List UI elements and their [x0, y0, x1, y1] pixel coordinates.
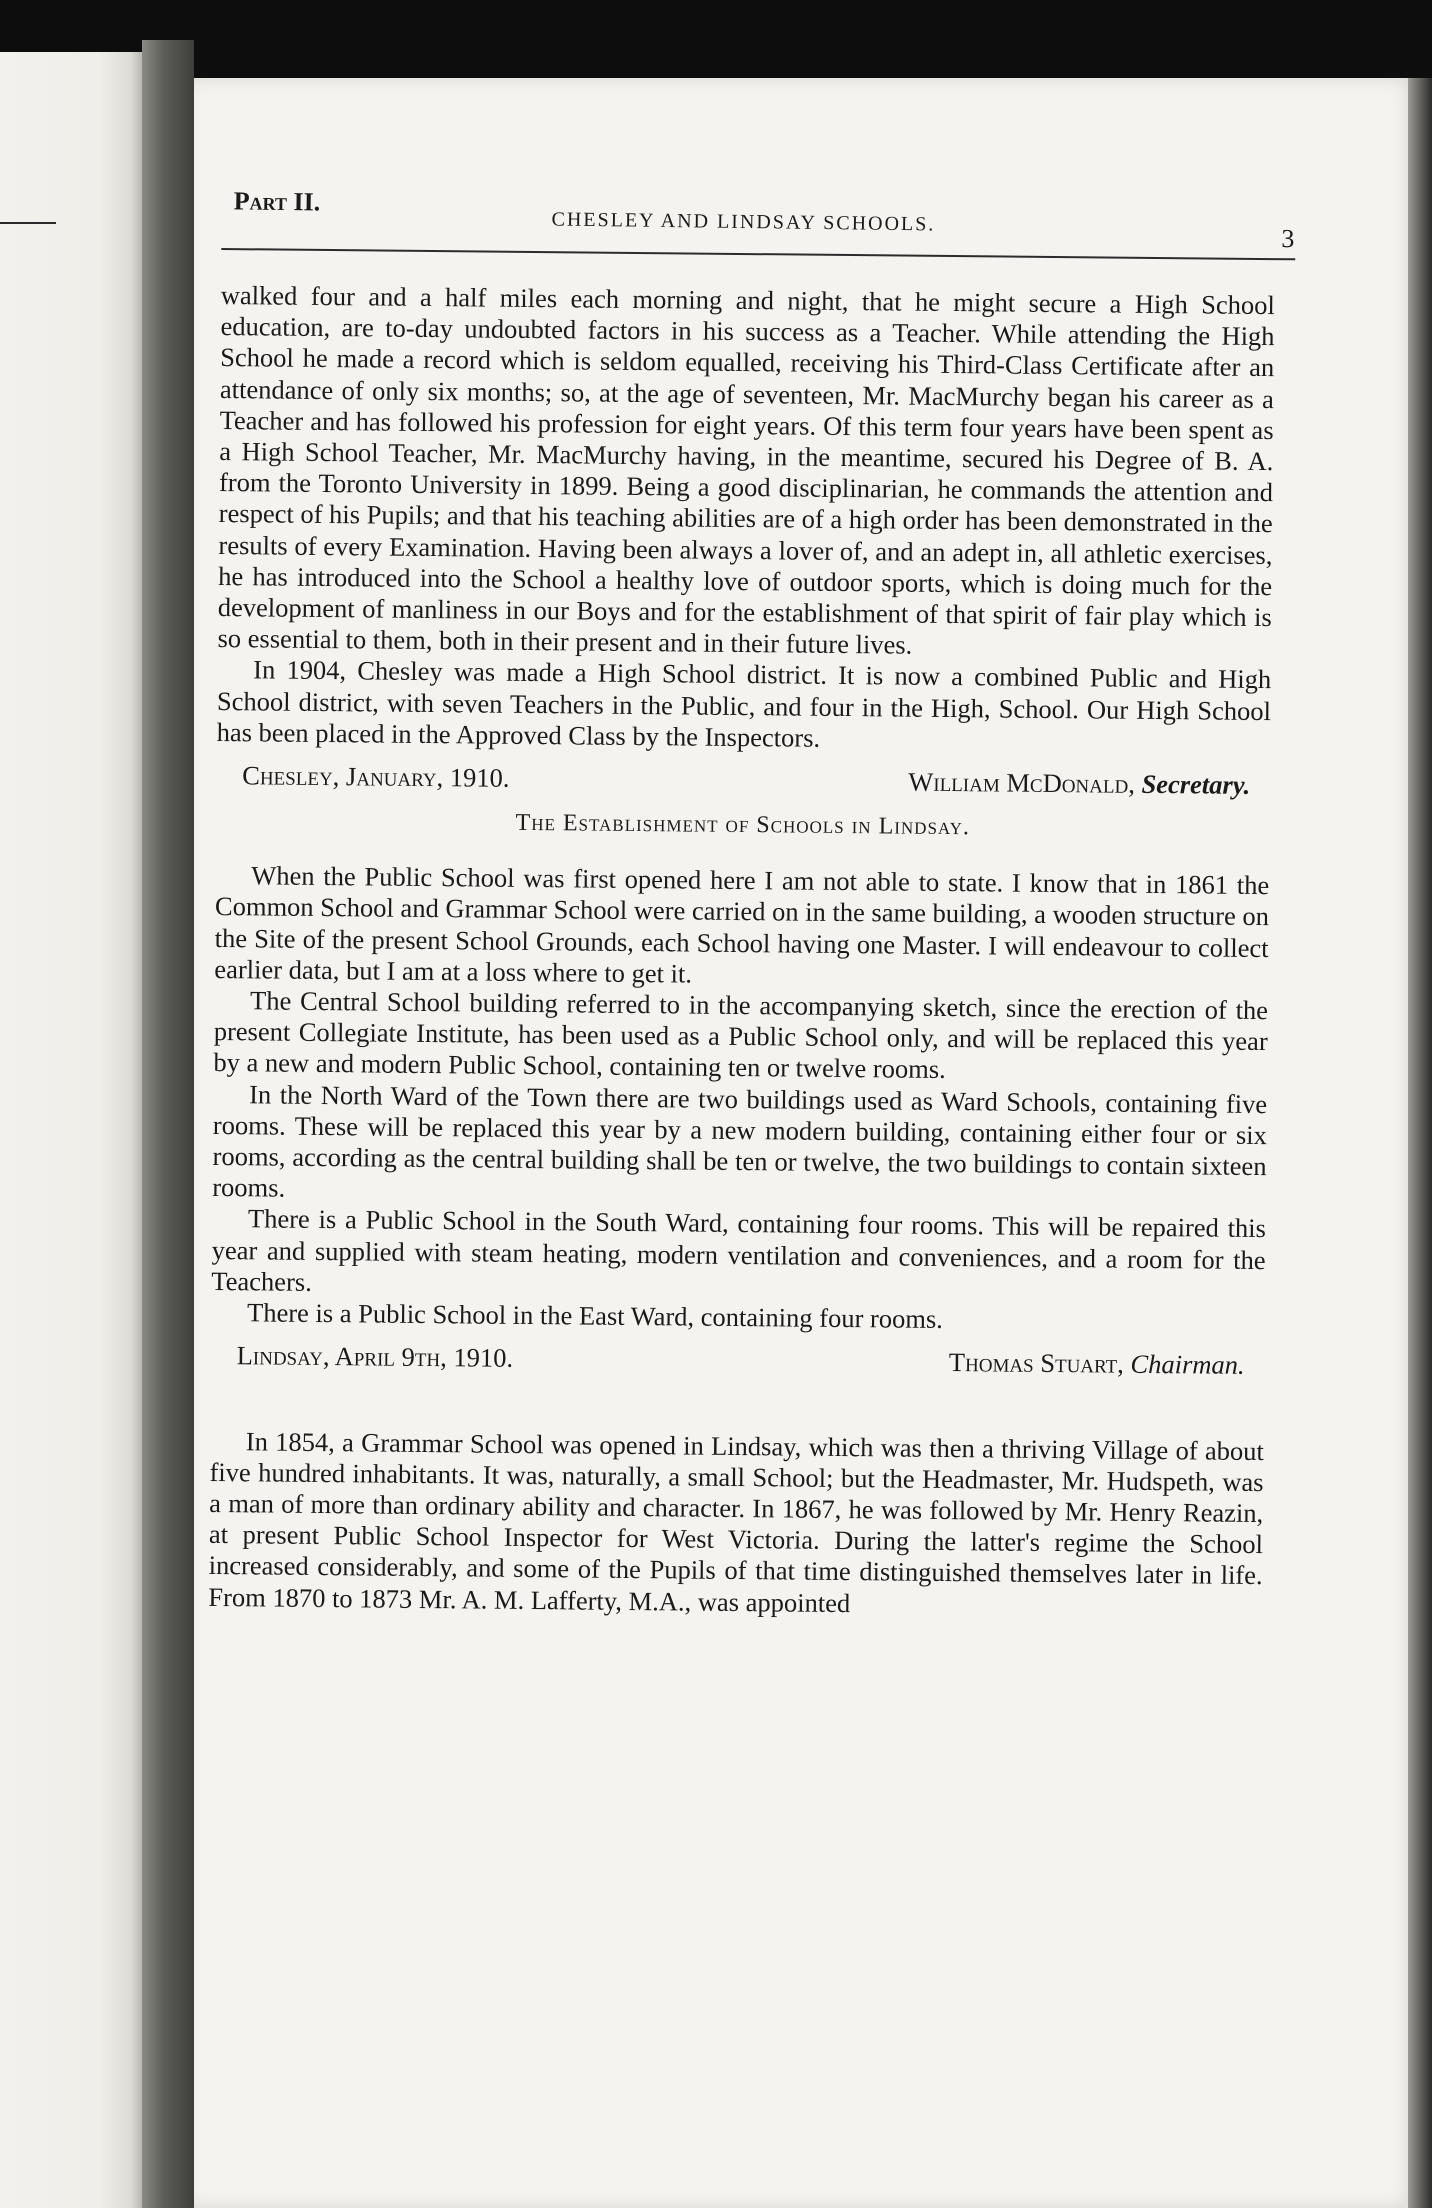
page-number: 3: [1281, 224, 1295, 254]
page-text-block: [208, 176, 1295, 1623]
running-title: CHESLEY AND LINDSAY SCHOOLS.: [551, 208, 936, 236]
lindsay-paragraph-3: In the North Ward of the Town there are two buildings used as Ward Schools, containing five rooms. These will be replaced this year by a new modern building, containing either four or six rooms, according as the central building shall be ten or twelve, the two buildings to contain sixteen rooms.: [212, 1078, 1268, 1203]
lindsay-signatory: Thomas Stuart,: [948, 1347, 1125, 1380]
chesley-signatory-title: Secretary.: [1141, 768, 1251, 800]
chesley-paragraph-2: In 1904, Chesley was made a High School district. It is now a combined Public and High School district, with seven Teachers in the Public, and four in the High, School. Our High School has been placed in the Approved Class by the Inspectors.: [216, 654, 1272, 753]
lindsay-dateline: Lindsay, April 9th, 1910.: [236, 1340, 514, 1374]
chesley-dateline: Chesley, January, 1910.: [242, 760, 510, 793]
lindsay-signature: [949, 1347, 1245, 1381]
page-edge-shadow: [1408, 78, 1432, 2208]
chesley-signature: [908, 767, 1250, 801]
facing-page-rule: [0, 222, 56, 224]
chesley-paragraph-1: walked four and a half miles each morning and night, that he might secure a High School education, are to-day undoubted factors in his success as a Teacher. While attending the High School he made a record which is seldom equalled, receiving his Third-Class Certificate after an attendance of only six months; so, at the age of seventeen, Mr. MacMurchy began his career as a Teacher and has followed his profession for eight years. Of this term four years have been spent as a High School Teacher, Mr. MacMurchy having, in the meantime, secured his Degree of B. A. from the Toronto University in 1899. Being a good disciplinarian, he commands the attention and respect of his Pupils; and that his teaching abilities are of a high order has been demonstrated in the results of every Examination. Having been always a lover of, and an adept in, all athletic exercises, he has introduced into the School a healthy love of outdoor sports, which is doing much for the development of manliness in our Boys and for the establishment of that spirit of fair play which is so essential to them, both in their present and in their future lives.: [217, 279, 1275, 660]
lindsay-paragraph-1: When the Public School was first opened here I am not able to state. I know that in 1861 the Common School and Grammar School were carried on in the same building, a wooden structure on the Site of the present School Grounds, each School having one Master. I will endeavour to collect earlier data, but I am at a loss where to get it.: [214, 860, 1270, 989]
lindsay-signatory-title: Chairman.: [1130, 1349, 1245, 1381]
book-gutter: [142, 40, 194, 2208]
facing-page-edge: [0, 52, 142, 2208]
lindsay-paragraph-5: There is a Public School in the East Ward, containing four rooms.: [246, 1297, 944, 1335]
part-label: Part II.: [233, 186, 321, 217]
lindsay-paragraph-6: In 1854, a Grammar School was opened in Lindsay, which was then a thriving Village of about five hundred inhabitants. It was, naturally, a small School; but the Headmaster, Mr. Hudspeth, was a man of more than ordinary ability and character. In 1867, he was followed by Mr. Henry Reazin, at present Public School Inspector for West Victoria. During the latter's regime the School increased considerably, and some of the Pupils of that time distinguished themselves later in life. From 1870 to 1873 Mr. A. M. Lafferty, M.A., was appointed: [208, 1425, 1264, 1618]
lindsay-signature-line: [237, 1340, 1245, 1381]
running-header: [221, 174, 1295, 254]
lindsay-paragraph-2: The Central School building referred to in the accompanying sketch, since the erection of the present Collegiate Institute, has been used as a Public School only, and will be replaced this year by a new and modern Public School, containing ten or twelve rooms.: [213, 985, 1269, 1085]
section-title: The Establishment of Schools in Lindsay.: [515, 810, 971, 841]
chesley-signature-line: [242, 760, 1250, 801]
lindsay-paragraph-4: There is a Public School in the South Ward, containing four rooms. This will be repaired this year and supplied with steam heating, modern ventilation and conveniences, and a room for the Teachers.: [211, 1203, 1267, 1297]
chesley-signatory: William McDonald,: [908, 766, 1136, 799]
